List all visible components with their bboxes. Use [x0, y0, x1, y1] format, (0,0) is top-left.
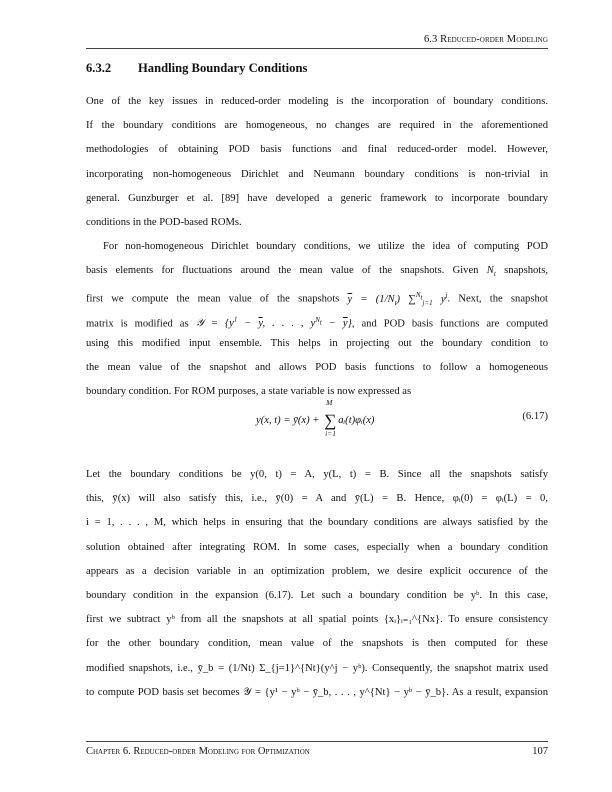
- text-line: for the other boundary condition, mean value of the snapshots is then computed for these: [86, 638, 548, 650]
- page-number: 107: [532, 746, 548, 757]
- text-line: i = 1, . . . , M, which helps in ensuring that the boundary conditions are always satisfied by the: [86, 517, 548, 529]
- text-line: [86, 283, 548, 307]
- equation-6-17: [86, 398, 548, 447]
- text-line: If the boundary conditions are homogeneous, no changes are required in the aforementioned: [86, 120, 548, 132]
- running-head: 6.3 Reduced-order Modeling: [423, 34, 548, 45]
- text-line: boundary condition. For ROM purposes, a state variable is now expressed as: [86, 386, 412, 398]
- section-heading: [86, 61, 307, 76]
- math-inline: $N_t$: [486, 265, 496, 279]
- paragraph-2: [86, 235, 548, 404]
- text-line: modified snapshots, i.e., ȳ_b = (1/Nt) Σ_{j=1}^{Nt}(y^j − yᵇ). Consequently, the snapshot matrix used: [86, 662, 548, 674]
- footer-chapter-title: Chapter 6. Reduced-order Modeling for Optimization: [86, 746, 310, 757]
- equation-number: (6.17): [522, 411, 548, 422]
- section-title: Handling Boundary Conditions: [138, 61, 308, 75]
- text-line: One of the key issues in reduced-order modeling is the incorporation of boundary conditions.: [86, 96, 548, 107]
- text-line: first we subtract yᵇ from all the snapshots at all spatial points {xᵢ}ᵢ₌₁^{Nx}. To ensure consistency: [86, 614, 548, 626]
- text-line: general. Gunzburger et al. [89] have developed a generic framework to incorporate boundary: [86, 192, 548, 204]
- equation-body: [256, 398, 375, 438]
- text: . Next, the snapshot: [447, 293, 548, 305]
- sum-upper-limit: M: [326, 398, 333, 407]
- math-inline: 𝒴 = {$y^1 - \overline{y}$, . . . , $y^{N_t} - \overline{y}$}: [195, 315, 352, 330]
- text: basis elements for fluctuations around the mean value of the snapshots. Given: [86, 265, 487, 277]
- text-line: Let the boundary conditions be y(0, t) = A, y(L, t) = B. Since all the snapshots satisfy: [86, 469, 548, 480]
- summation-symbol: ∑ M i=1: [324, 398, 337, 438]
- text-line: [86, 308, 548, 332]
- paragraph-3: [86, 463, 548, 705]
- text-line: conditions in the POD-based ROMs.: [86, 216, 242, 228]
- equation-lhs: y(x, t) = ȳ(x) +: [256, 415, 323, 426]
- sum-lower-limit: i=1: [325, 429, 336, 438]
- text-line: boundary condition in the expansion (6.17). Let such a boundary condition be yᵇ. In this case,: [86, 589, 548, 601]
- text-line: incorporating non-homogeneous Dirichlet and Neumann boundary conditions is non-trivial in: [86, 168, 548, 180]
- text-line: For non-homogeneous Dirichlet boundary conditions, we utilize the idea of computing POD: [103, 241, 548, 252]
- text: snapshots,: [495, 265, 548, 277]
- footer-rule: [86, 741, 548, 742]
- text: , and POD basis functions are computed: [351, 318, 548, 330]
- text-line: this, ȳ(x) will also satisfy this, i.e., ȳ(0) = A and ȳ(L) = B. Hence, φᵢ(0) = φᵢ(L) = 0,: [86, 493, 548, 505]
- text-line: [86, 259, 548, 283]
- section-number: 6.3.2: [86, 61, 112, 75]
- text-line: methodologies of obtaining POD basis functions and final reduced-order model. However,: [86, 144, 548, 156]
- equation-rhs: aᵢ(t)φᵢ(x): [338, 415, 375, 426]
- text-line: using this modified input ensemble. This helps in projecting out the boundary condition to: [86, 337, 548, 349]
- text-line: to compute POD basis set becomes 𝒴 = {y¹ − yᵇ − ȳ_b, . . . , y^{Nt} − yᵇ − ȳ_b}. As a result, expansion: [86, 686, 548, 698]
- text: first we compute the mean value of the snapshots: [86, 293, 348, 305]
- paragraph-1: [86, 90, 548, 235]
- text-line: appears as a decision variable in an optimization problem, we desire explicit occurence of the: [86, 565, 548, 577]
- header-rule: [86, 48, 548, 49]
- text-line: solution obtained after integrating ROM. In some cases, especially when a boundary condition: [86, 541, 548, 553]
- text-line: the mean value of the snapshot and allows POD basis functions to follow a homogeneous: [86, 361, 548, 373]
- math-inline: $\overline{y} = (1/N_t)$ ∑$^{N_t}_{j=1}$ $y^j$: [347, 291, 448, 308]
- text: matrix is modified as: [86, 318, 196, 330]
